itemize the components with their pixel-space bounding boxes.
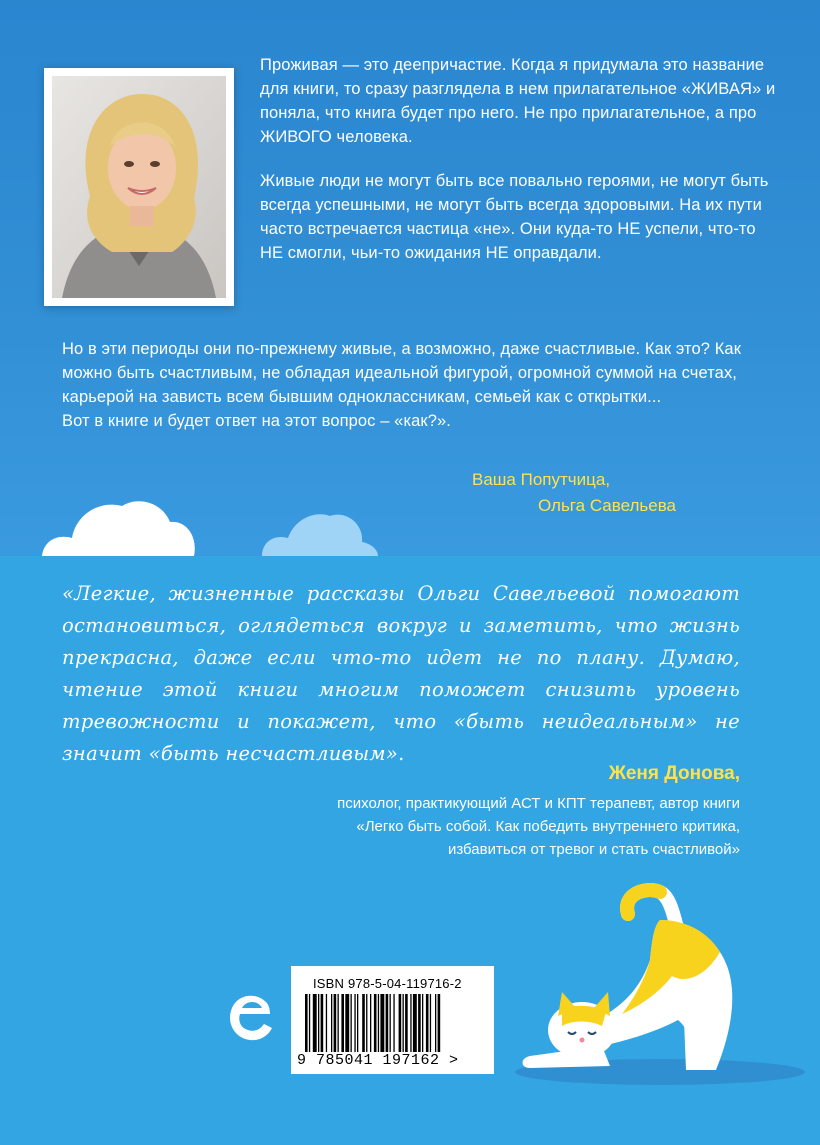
barcode-bar: [341, 994, 344, 1052]
role-line-2: «Легко быть собой. Как победить внутреннего критика,: [356, 818, 740, 835]
barcode-bar: [334, 994, 337, 1052]
barcode-bar: [305, 994, 308, 1052]
barcode-bar: [354, 994, 355, 1052]
barcode-bar: [435, 994, 436, 1052]
intro-paragraph-2: Живые люди не могут быть все повально героями, не могут быть всегда успешными, не могут быть всегда здоровыми. На их пути часто встречается частица «не». Они куда-то НЕ успели, что-то НЕ смогли, чьи-то ожидания НЕ оправдали.: [260, 172, 769, 262]
cloud-light-blue-icon: [262, 514, 378, 556]
barcode-bar: [321, 994, 324, 1052]
barcode-bar: [331, 994, 332, 1052]
barcode-bar: [326, 994, 327, 1052]
eksmo-logo-icon: [226, 988, 276, 1046]
barcode-bar: [403, 994, 404, 1052]
body-text: [62, 337, 762, 433]
barcode-bar: [399, 994, 402, 1052]
barcode-bar: [410, 994, 411, 1052]
barcode-bar: [370, 994, 371, 1052]
barcode-bar: [374, 994, 377, 1052]
signature-line-1: Ваша Попутчица,: [472, 470, 611, 489]
review-author-role: [180, 792, 740, 861]
barcode-bar: [378, 994, 379, 1052]
barcode-bar: [418, 994, 421, 1052]
signature-line-2: Ольга Савельева: [538, 496, 676, 515]
barcode-bar: [366, 994, 367, 1052]
barcode-bar: [313, 994, 317, 1052]
body-paragraph-2: Вот в книге и будет ответ на этот вопрос – «как?».: [62, 412, 451, 430]
author-photo: [44, 68, 234, 306]
barcode-bar: [426, 994, 429, 1052]
cloud-white-icon: [42, 501, 195, 556]
barcode-digits: 9 785041 197162 >: [297, 1052, 459, 1069]
role-line-1: психолог, практикующий АСТ и КПТ терапевт, автор книги: [337, 795, 740, 812]
review-author-name: Женя Донова,: [608, 763, 740, 784]
body-paragraph-1: Но в эти периоды они по-прежнему живые, а возможно, даже счастливые. Как это? Как можно быть счастливым, не обладая идеальной фигурой, огромной суммой на счетах, карьерой на зависть всем бывшим одноклассникам, семьей как с открытки...: [62, 340, 742, 406]
barcode-bar: [405, 994, 408, 1052]
barcode-bar: [386, 994, 389, 1052]
clouds-decoration: [0, 480, 820, 560]
barcode-bar: [413, 994, 417, 1052]
barcode-bar: [430, 994, 431, 1052]
barcode-bar: [345, 994, 349, 1052]
barcode-bar: [390, 994, 391, 1052]
author-portrait-icon: [52, 76, 226, 298]
barcode-bar: [393, 994, 394, 1052]
barcode-bar: [318, 994, 319, 1052]
intro-paragraph-1: Проживая — это деепричастие. Когда я придумала это название для книги, то сразу разглядела в нем прилагательное «ЖИВАЯ» и поняла, что книга будет про него. Не про прилагательное, а про ЖИВОГО человека.: [260, 56, 776, 146]
barcode-bar: [357, 994, 358, 1052]
review-quote: «Легкие, жизненные рассказы Ольги Савельевой помогают остановиться, оглядеться вокруг и заметить, что жизнь прекрасна, даже если что-то идет не по плану. Думаю, чтение этой книги многим поможет снизить уровень тревожности и покажет, что «быть неидеальным» не значит «быть несчастливым».: [62, 582, 740, 765]
barcode-bar: [309, 994, 310, 1052]
intro-text: [260, 53, 780, 265]
barcode-bar: [380, 994, 384, 1052]
barcode-bar: [338, 994, 339, 1052]
isbn-barcode: [291, 966, 494, 1074]
stretching-cat-icon: [510, 880, 810, 1090]
barcode-bars-icon: [305, 994, 481, 1052]
barcode-bar: [362, 994, 365, 1052]
barcode-bar: [422, 994, 423, 1052]
barcode-bar: [351, 994, 352, 1052]
role-line-3: избавиться от тревог и стать счастливой»: [447, 841, 740, 858]
isbn-number: ISBN 978-5-04-119716-2: [313, 976, 462, 991]
barcode-bar: [438, 994, 441, 1052]
